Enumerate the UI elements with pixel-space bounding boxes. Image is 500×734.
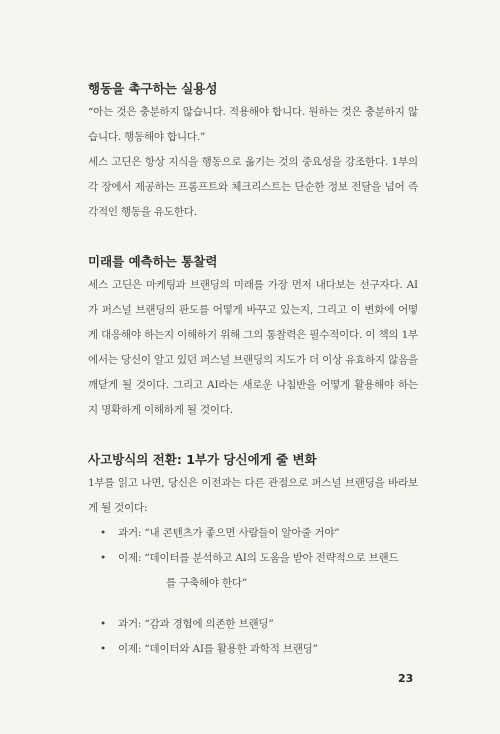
list-item (88, 612, 418, 637)
bullet-label: 이제: (118, 643, 142, 655)
bullet-text: “데이터와 AI를 활용한 과학적 브랜딩” (144, 643, 318, 655)
bullet-dot-icon: • (100, 618, 106, 630)
bullet-dot-icon: • (100, 643, 106, 655)
bullet-list-2 (88, 612, 418, 662)
section-practicality (88, 78, 418, 225)
body-paragraph: 세스 고딘은 항상 지식을 행동으로 옮기는 것의 중요성을 강조한다. 1부의 각 장에서 제공하는 프롬프트와 체크리스트는 단순한 정보 전달을 넘어 즉각적인 행동을 유도한다. (88, 156, 418, 218)
bullet-label: 이제: (118, 552, 142, 564)
bullet-label: 과거: (118, 618, 142, 630)
bullet-label: 과거: (118, 527, 142, 539)
bullet-text: “감과 경험에 의존한 브랜딩” (144, 618, 274, 630)
bullet-dot-icon: • (100, 527, 106, 539)
bullet-continuation: 를 구축해야 한다” (166, 577, 248, 589)
page-content (88, 78, 418, 686)
list-item (88, 546, 418, 596)
quote-paragraph: “아는 것은 충분하지 않습니다. 적용해야 합니다. 원하는 것은 충분하지 않습니다. 행동해야 합니다.” (88, 106, 418, 143)
section-mindset-shift (88, 449, 418, 662)
section-title: 미래를 예측하는 통찰력 (88, 254, 218, 269)
section-title: 사고방식의 전환: 1부가 당신에게 줄 변화 (88, 452, 317, 467)
list-item (88, 637, 418, 662)
list-item (88, 521, 418, 546)
bullet-dot-icon: • (100, 552, 106, 564)
section-title: 행동을 촉구하는 실용성 (88, 81, 218, 96)
bullet-text: “데이터를 분석하고 AI의 도움을 받아 전략적으로 브랜드 (144, 552, 399, 564)
body-paragraph: 1부를 읽고 나면, 당신은 이전과는 다른 관점으로 퍼스널 브랜딩을 바라보게 될 것이다: (88, 477, 418, 514)
bullet-text: “내 콘텐츠가 좋으면 사람들이 알아줄 거야” (144, 527, 340, 539)
body-paragraph: 세스 고딘은 마케팅과 브랜딩의 미래를 가장 먼저 내다보는 선구자다. AI가 퍼스널 브랜딩의 판도를 어떻게 바꾸고 있는지, 그리고 이 변화에 어떻게 대응해야 하는지 이해하기 위해 그의 통찰력은 필수적이다. 이 책의 1부에서는 당신이 알고 있던 퍼스널 브랜딩의 지도가 더 이상 유효하지 않음을 깨닫게 될 것이다. 그리고 AI라는 새로운 나침반을 어떻게 활용해야 하는지 명확하게 이해하게 될 것이다. (88, 279, 418, 416)
bullet-list-1 (88, 521, 418, 596)
page-number: 23 (398, 672, 414, 685)
section-insight (88, 251, 418, 423)
